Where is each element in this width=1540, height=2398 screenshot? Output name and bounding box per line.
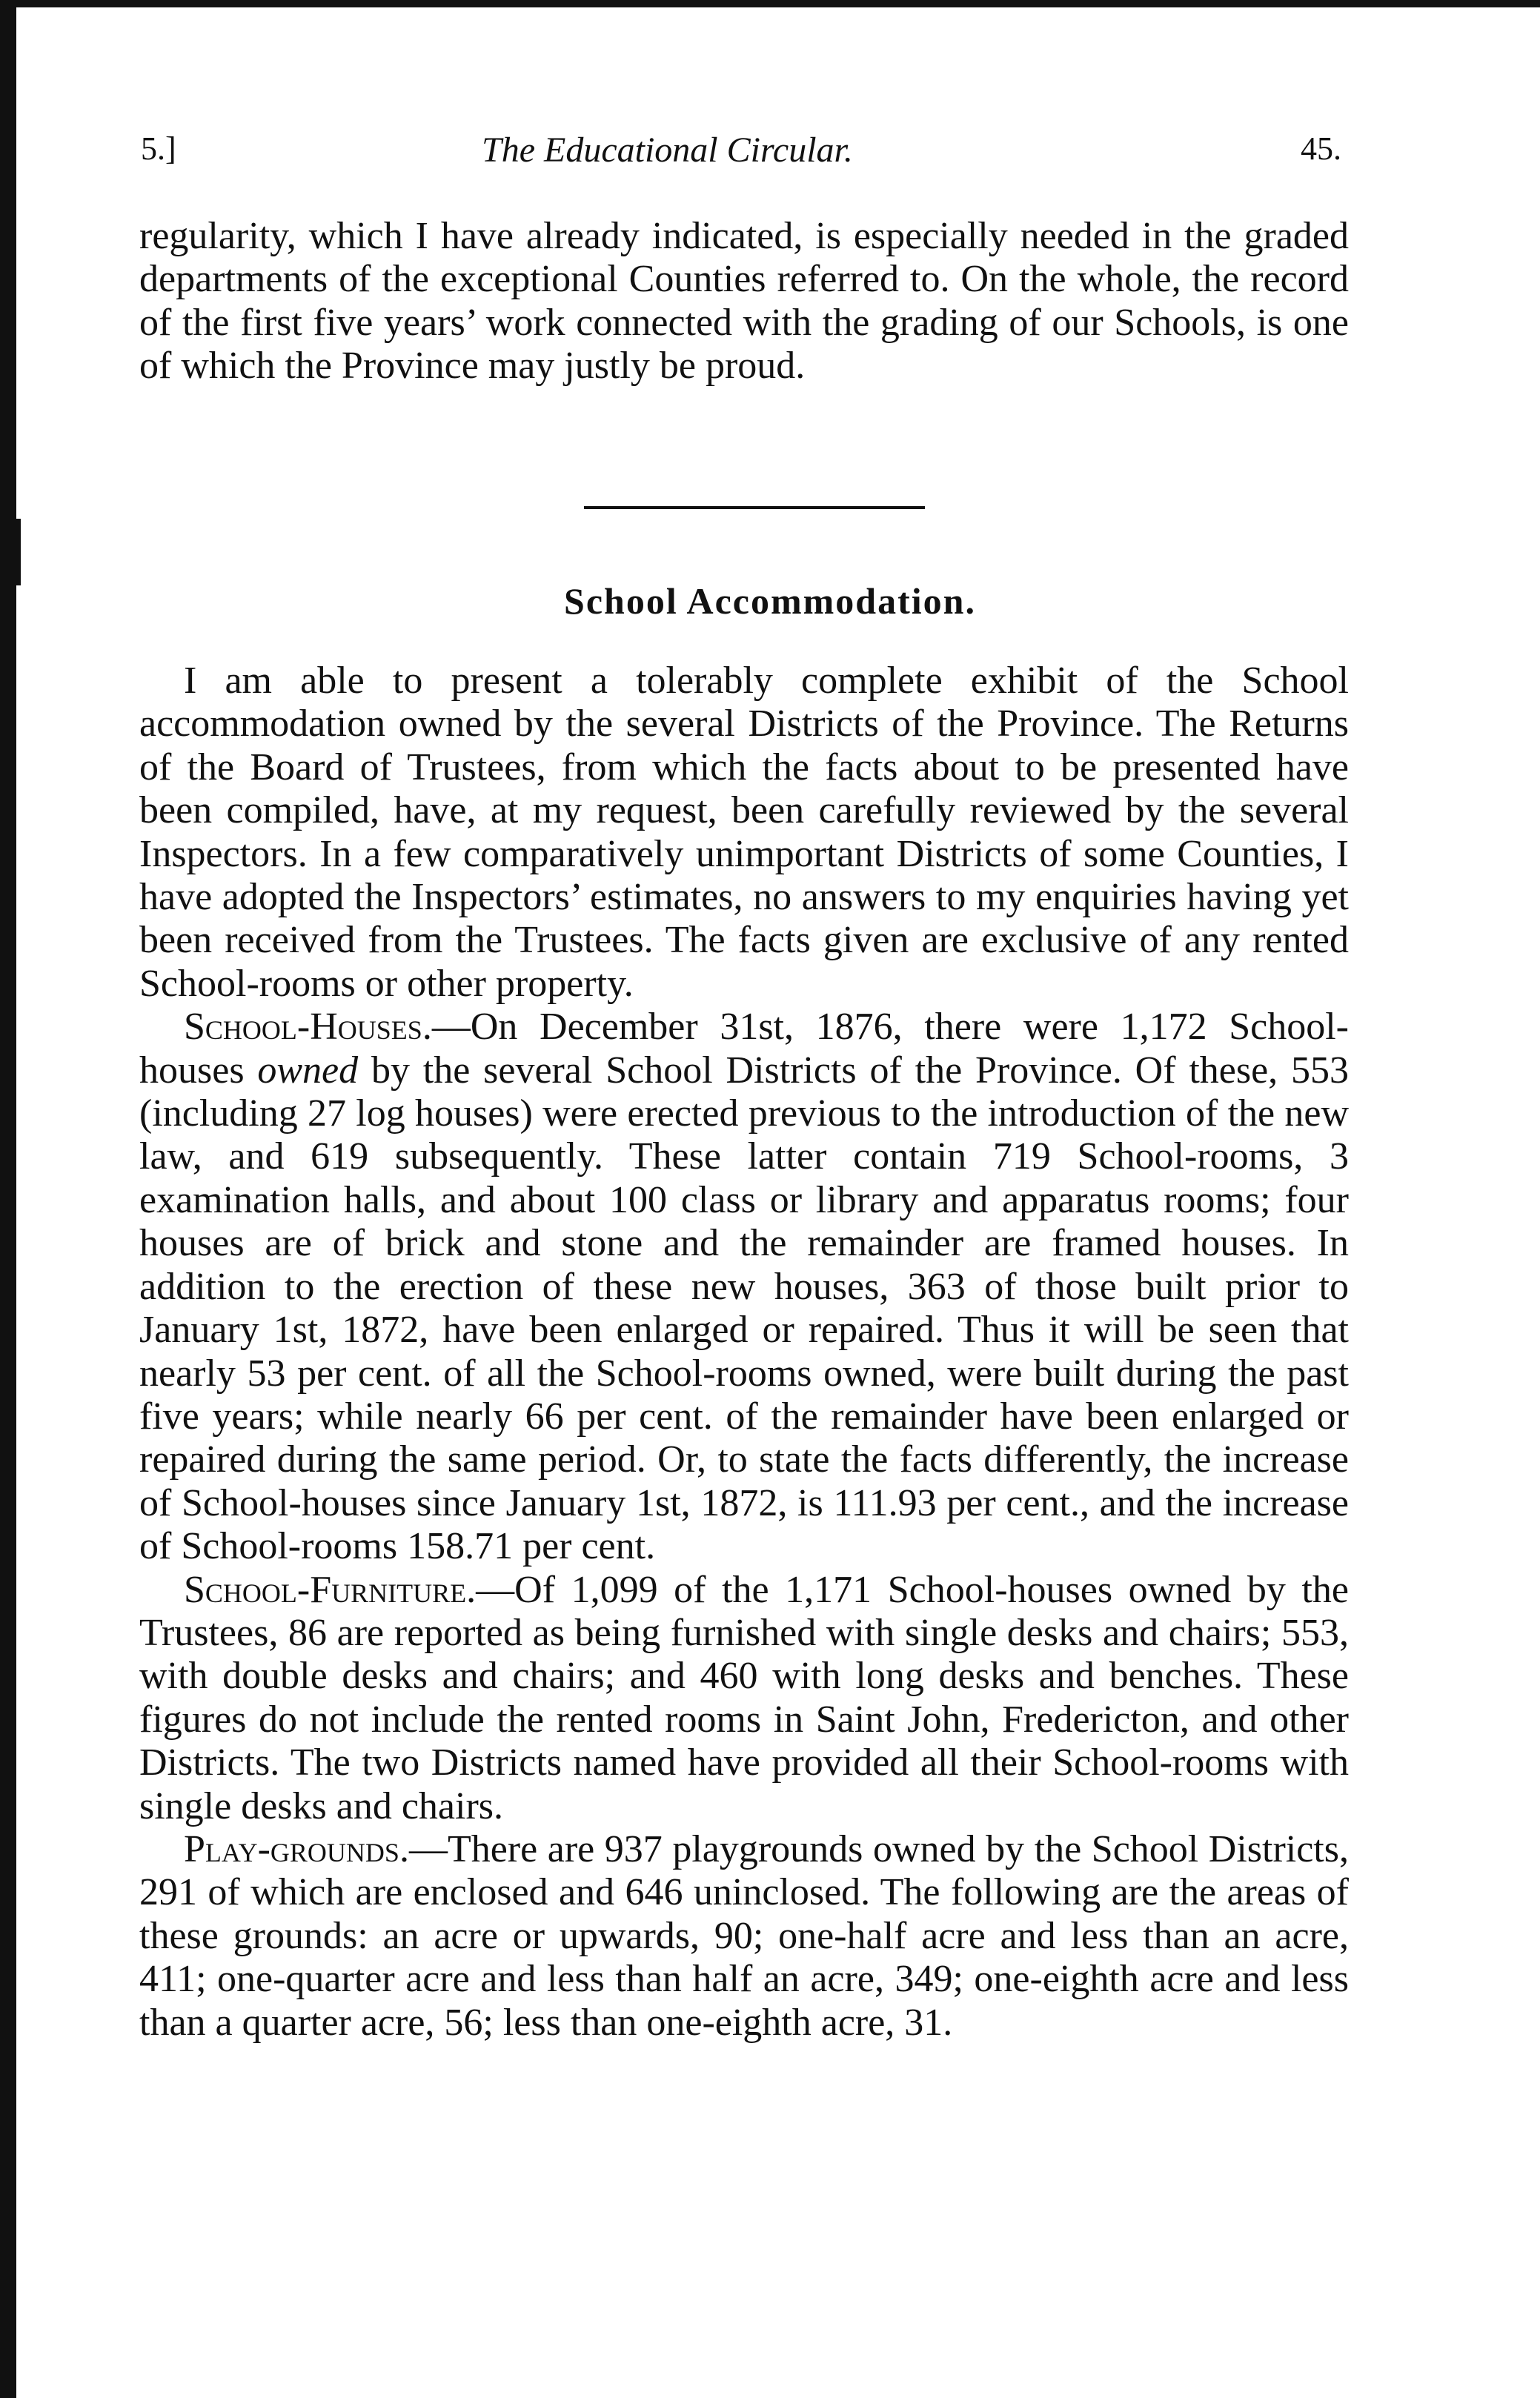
paragraph-play-grounds — [139, 1828, 1349, 2045]
paragraph-accommodation: I am able to present a tolerably complete exhibit of the School accommodation owned by the several Districts of the Province. The Returns of the Board of Trustees, from which the facts about to be presented have been compiled, have, at my request, been carefully reviewed by the several Inspectors. In a few comparatively unimportant Districts of some Counties, I have adopted the Inspectors’ estimates, no answers to my enquiries having yet been received from the Trustees. The facts given are exclusive of any rented School-rooms or other property. — [139, 660, 1349, 1005]
school-furniture-heading: School-Furniture. — [184, 1568, 477, 1611]
journal-title: The Educational Circular. — [482, 130, 853, 170]
scan-border-top — [0, 0, 1540, 7]
school-houses-heading: School-Houses. — [184, 1006, 432, 1049]
intro-paragraph: regularity, which I have already indicated, is especially needed in the graded departments of the exceptional Counties referred to. On the whole, the record of the first five years’ work connected with the grading of our Schools, is one of which the Province may justly be proud. — [139, 215, 1349, 388]
intro-paragraph-block — [139, 215, 1349, 388]
play-grounds-heading: Play-grounds. — [184, 1827, 409, 1870]
section-body — [139, 660, 1349, 2045]
paragraph-school-houses — [139, 1006, 1349, 1568]
page-number-left: 5.] — [141, 130, 176, 167]
scan-border-left — [0, 0, 16, 2398]
section-title: School Accommodation. — [564, 580, 976, 622]
play-grounds-text: —There are 937 playgrounds owned by the School Districts, 291 of which are enclosed and 646 uninclosed. The following are the areas of these grounds: an acre or upwards, 90; one-half acre and less than an acre, 411; one-quarter acre and less than half an acre, 349; one-eighth acre and less than a quarter acre, 56; less than one-eighth acre, 31. — [139, 1827, 1349, 2044]
paragraph-school-furniture — [139, 1569, 1349, 1828]
running-header — [141, 130, 1341, 182]
page-number-right: 45. — [1301, 130, 1341, 167]
owned-emphasis: owned — [257, 1049, 359, 1092]
section-divider — [584, 506, 925, 509]
school-houses-text-1: —On December 31st, 1876, there were 1,172 School-houses — [139, 1006, 1349, 1092]
scan-border-notch — [7, 519, 21, 585]
school-furniture-text: —Of 1,099 of the 1,171 School-houses owned by the Trustees, 86 are reported as being furnished with single desks and chairs; 553, with double desks and chairs; and 460 with long desks and benches. These figures do not include the rented rooms in Saint John, Fredericton, and other Districts. The two Districts named have provided all their School-rooms with single desks and chairs. — [139, 1568, 1349, 1827]
school-houses-text-2: by the several School Districts of the Province. Of these, 553 (including 27 log houses) were erected previous to the introduction of the new law, and 619 subsequently. These latter contain 719 School-rooms, 3 examination halls, and about 100 class or library and apparatus rooms; four houses are of brick and stone and the remainder are framed houses. In addition to the erection of these new houses, 363 of those built prior to January 1st, 1872, have been enlarged or repaired. Thus it will be seen that nearly 53 per cent. of all the School-rooms owned, were built during the past five years; while nearly 66 per cent. of the remainder have been enlarged or repaired during the same period. Or, to state the facts differently, the increase of School-houses since January 1st, 1872, is 111.93 per cent., and the increase of School-rooms 158.71 per cent. — [139, 1049, 1349, 1568]
